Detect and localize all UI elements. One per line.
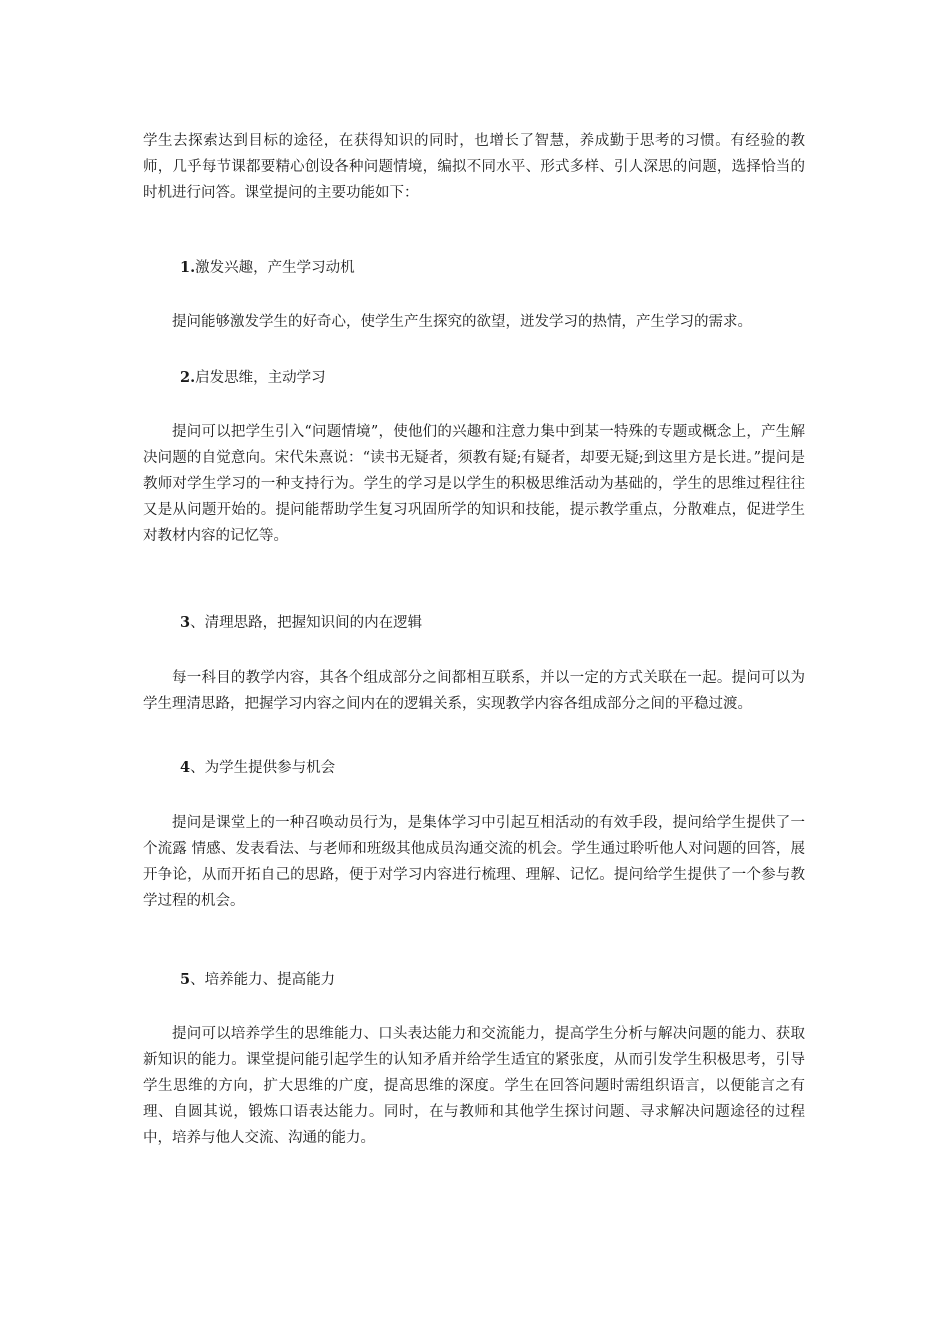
section-5-number: 5	[180, 971, 191, 988]
section-2-number: 2.	[180, 369, 196, 386]
section-4-body: 提问是课堂上的一种召唤动员行为，是集体学习中引起互相活动的有效手段，提问给学生提供了一个流露 情感、发表看法、与老师和班级其他成员沟通交流的机会。学生通过聆听他人对问题的回答，展开争论，从而开拓自己的思路，便于对学习内容进行梳理、理解、记忆。提问给学生提供了一个参与教学过程的机会。	[143, 815, 805, 909]
section-5-title: 、培养能力、提高能力	[190, 972, 336, 988]
section-3-heading	[180, 610, 422, 636]
section-2-heading	[180, 365, 326, 391]
section-1-title: 激发兴趣，产生学习动机	[195, 260, 355, 276]
section-3-title: 、清理思路，把握知识间的内在逻辑	[190, 615, 423, 631]
section-5-body: 提问可以培养学生的思维能力、口头表达能力和交流能力，提高学生分析与解决问题的能力、获取新知识的能力。课堂提问能引起学生的认知矛盾并给学生适宜的紧张度，从而引发学生积极思考，引导学生思维的方向，扩大思维的广度，提高思维的深度。学生在回答问题时需组织语言，以便能言之有理、自圆其说，锻炼口语表达能力。同时，在与教师和其他学生探讨问题、寻求解决问题途径的过程中，培养与他人交流、沟通的能力。	[143, 1026, 805, 1146]
section-4-heading	[180, 755, 335, 781]
section-2-body: 提问可以把学生引入“问题情境”，使他们的兴趣和注意力集中到某一特殊的专题或概念上，产生解决问题的自觉意向。宋代朱熹说：“读书无疑者，须教有疑;有疑者，却要无疑;到这里方是长进。”提问是教师对学生学习的一种支持行为。学生的学习是以学生的积极思维活动为基础的，学生的思维过程往往又是从问题开始的。提问能帮助学生复习巩固所学的知识和技能，提示教学重点，分散难点，促进学生对教材内容的记忆等。	[143, 424, 805, 544]
section-1-heading	[180, 255, 355, 281]
section-1-body: 提问能够激发学生的好奇心，使学生产生探究的欲望，迸发学习的热情，产生学习的需求。	[172, 314, 752, 330]
section-3-body: 每一科目的教学内容，其各个组成部分之间都相互联系，并以一定的方式关联在一起。提问可以为学生理清思路，把握学习内容之间内在的逻辑关系，实现教学内容各组成部分之间的平稳过渡。	[143, 670, 805, 712]
section-4-number: 4	[180, 759, 191, 776]
section-1-number: 1.	[180, 259, 196, 276]
section-5-heading	[180, 967, 335, 993]
section-2-title: 启发思维，主动学习	[195, 370, 326, 386]
intro-paragraph: 学生去探索达到目标的途径，在获得知识的同时，也增长了智慧，养成勤于思考的习惯。有经验的教师，几乎每节课都要精心创设各种问题情境，编拟不同水平、形式多样、引人深思的问题，选择恰当的时机进行问答。课堂提问的主要功能如下：	[143, 133, 805, 201]
section-3-number: 3	[180, 614, 191, 631]
section-4-title: 、为学生提供参与机会	[190, 760, 336, 776]
